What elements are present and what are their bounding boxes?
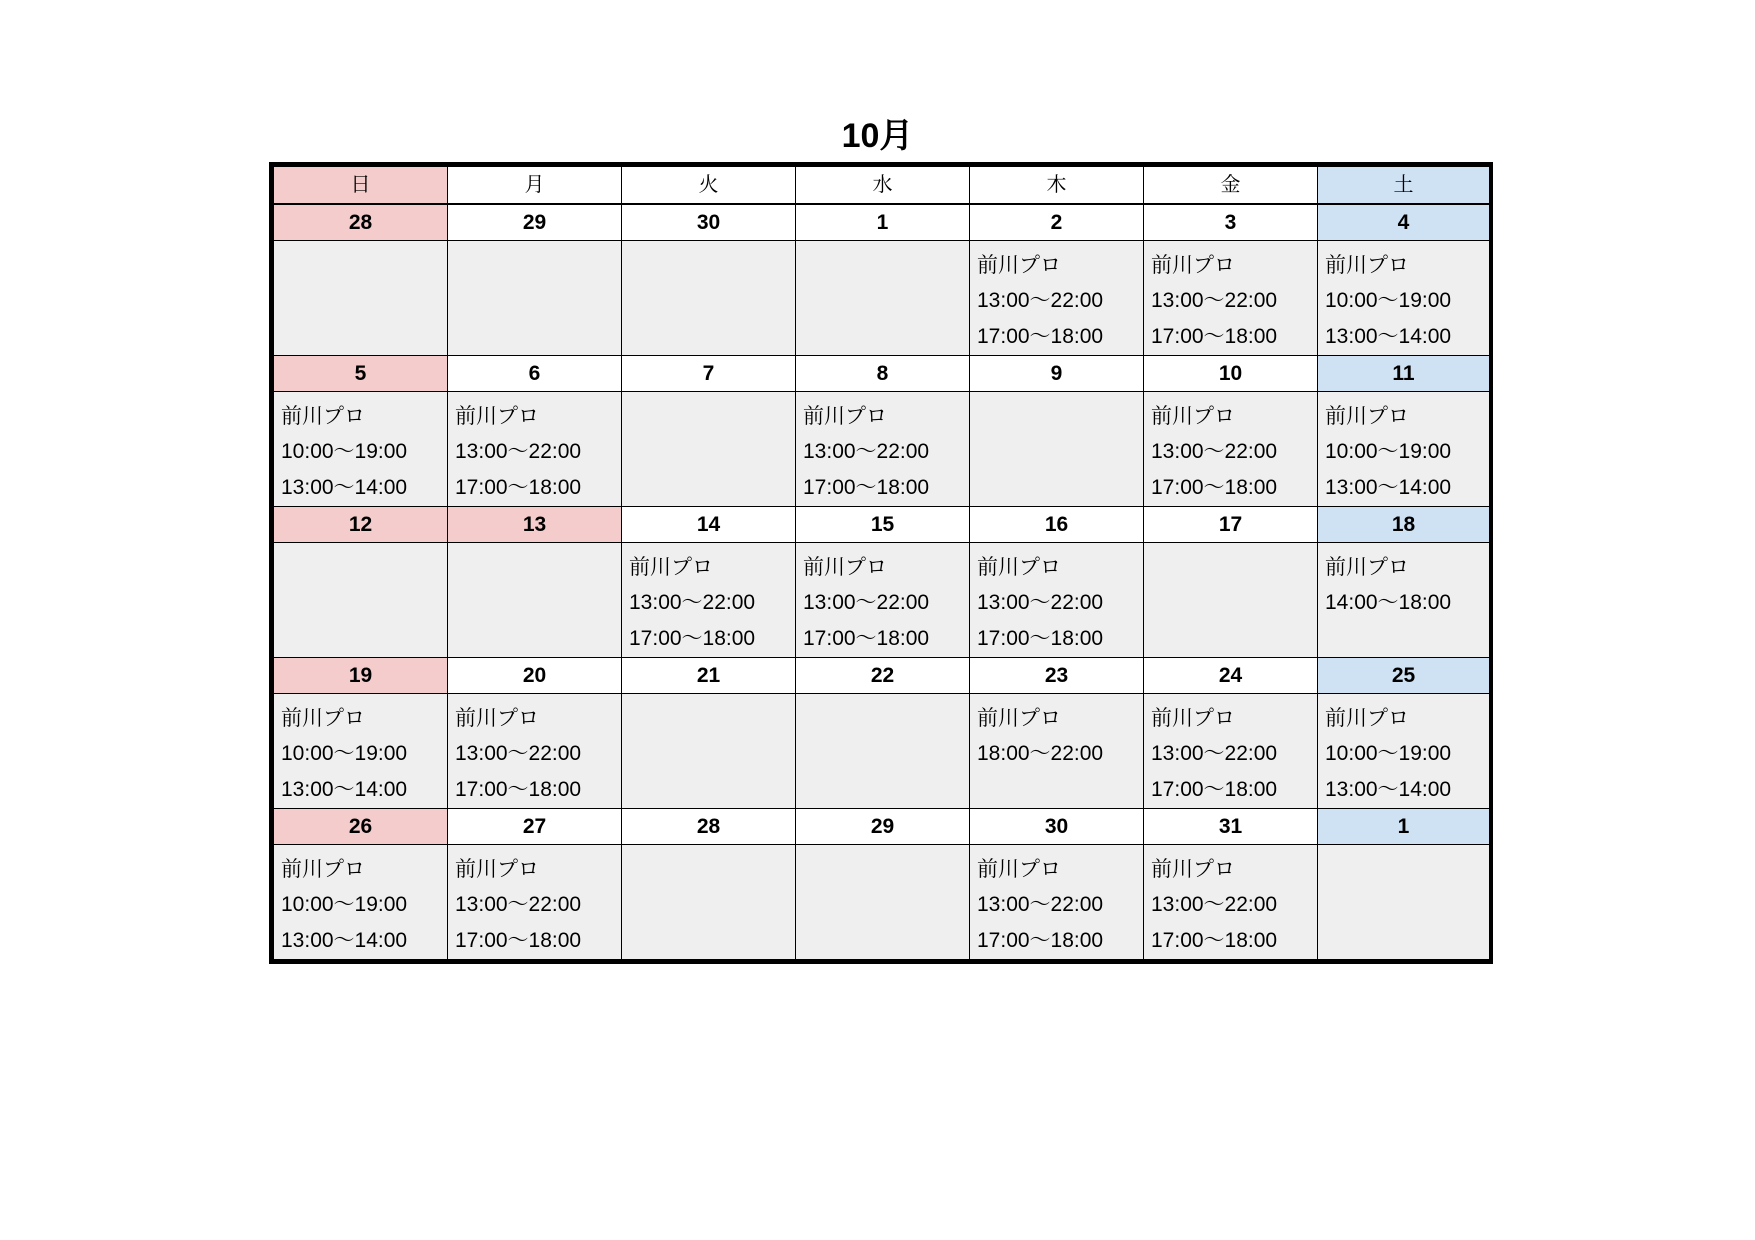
date-number: 25 bbox=[1318, 657, 1490, 693]
event-time: 13:00～22:00 bbox=[977, 892, 1104, 916]
weekday-header-row bbox=[274, 167, 1490, 204]
weekday-header: 土 bbox=[1318, 167, 1490, 204]
date-number: 15 bbox=[796, 506, 970, 542]
event-cell bbox=[448, 542, 622, 657]
event-time: 13:00～22:00 bbox=[977, 590, 1104, 614]
event-name: 前川プロ bbox=[1151, 705, 1235, 730]
date-row bbox=[274, 506, 1490, 542]
date-number: 14 bbox=[622, 506, 796, 542]
event-time: 13:00～22:00 bbox=[455, 439, 582, 463]
event-cell bbox=[1318, 542, 1490, 657]
event-cell bbox=[274, 391, 448, 506]
event-name: 前川プロ bbox=[455, 856, 539, 881]
date-number: 9 bbox=[970, 355, 1144, 391]
event-name: 前川プロ bbox=[977, 554, 1061, 579]
event-name: 前川プロ bbox=[1151, 403, 1235, 428]
event-row bbox=[274, 391, 1490, 506]
date-number: 23 bbox=[970, 657, 1144, 693]
event-time: 13:00～22:00 bbox=[977, 288, 1104, 312]
event-cell bbox=[448, 844, 622, 959]
event-name: 前川プロ bbox=[455, 705, 539, 730]
weekday-header: 月 bbox=[448, 167, 622, 204]
event-time: 13:00～14:00 bbox=[281, 777, 408, 801]
event-cell bbox=[796, 693, 970, 808]
date-number: 10 bbox=[1144, 355, 1318, 391]
event-cell bbox=[970, 693, 1144, 808]
page-title: 10月 bbox=[841, 117, 914, 155]
event-cell bbox=[796, 844, 970, 959]
event-name: 前川プロ bbox=[629, 554, 713, 579]
date-number: 22 bbox=[796, 657, 970, 693]
date-number: 12 bbox=[274, 506, 448, 542]
calendar bbox=[269, 162, 1493, 964]
weekday-header: 火 bbox=[622, 167, 796, 204]
event-time: 10:00～19:00 bbox=[1325, 741, 1452, 765]
event-name: 前川プロ bbox=[1325, 403, 1409, 428]
event-time: 13:00～14:00 bbox=[281, 928, 408, 952]
event-time: 10:00～19:00 bbox=[1325, 439, 1452, 463]
event-cell bbox=[796, 240, 970, 355]
event-name: 前川プロ bbox=[977, 705, 1061, 730]
event-cell bbox=[1144, 391, 1318, 506]
event-row bbox=[274, 693, 1490, 808]
event-time: 13:00～14:00 bbox=[1325, 777, 1452, 801]
date-number: 30 bbox=[622, 204, 796, 241]
event-time: 13:00～22:00 bbox=[1151, 288, 1278, 312]
event-time: 13:00～22:00 bbox=[803, 590, 930, 614]
event-time: 13:00～22:00 bbox=[455, 741, 582, 765]
date-number: 1 bbox=[1318, 808, 1490, 844]
event-cell bbox=[1318, 240, 1490, 355]
event-time: 10:00～19:00 bbox=[281, 439, 408, 463]
date-number: 29 bbox=[448, 204, 622, 241]
date-number: 1 bbox=[796, 204, 970, 241]
date-row bbox=[274, 808, 1490, 844]
event-time: 10:00～19:00 bbox=[281, 741, 408, 765]
date-number: 21 bbox=[622, 657, 796, 693]
date-number: 24 bbox=[1144, 657, 1318, 693]
event-cell bbox=[448, 693, 622, 808]
event-cell bbox=[1144, 844, 1318, 959]
date-row bbox=[274, 355, 1490, 391]
event-cell bbox=[1318, 391, 1490, 506]
event-cell bbox=[274, 844, 448, 959]
weekday-header: 金 bbox=[1144, 167, 1318, 204]
date-number: 28 bbox=[622, 808, 796, 844]
event-cell bbox=[1144, 542, 1318, 657]
event-name: 前川プロ bbox=[281, 705, 365, 730]
event-time: 17:00～18:00 bbox=[1151, 475, 1278, 499]
date-number: 11 bbox=[1318, 355, 1490, 391]
date-number: 31 bbox=[1144, 808, 1318, 844]
calendar-grid bbox=[273, 166, 1490, 960]
event-time: 13:00～22:00 bbox=[1151, 741, 1278, 765]
event-time: 13:00～22:00 bbox=[629, 590, 756, 614]
event-time: 10:00～19:00 bbox=[1325, 288, 1452, 312]
event-time: 13:00～14:00 bbox=[281, 475, 408, 499]
event-cell bbox=[622, 240, 796, 355]
event-name: 前川プロ bbox=[281, 403, 365, 428]
date-number: 16 bbox=[970, 506, 1144, 542]
event-name: 前川プロ bbox=[803, 403, 887, 428]
date-number: 8 bbox=[796, 355, 970, 391]
event-cell bbox=[1318, 693, 1490, 808]
date-number: 28 bbox=[274, 204, 448, 241]
event-time: 17:00～18:00 bbox=[455, 475, 582, 499]
event-cell bbox=[970, 844, 1144, 959]
event-time: 13:00～22:00 bbox=[1151, 892, 1278, 916]
weekday-header: 日 bbox=[274, 167, 448, 204]
event-time: 13:00～14:00 bbox=[1325, 324, 1452, 348]
event-time: 14:00～18:00 bbox=[1325, 590, 1452, 614]
event-time: 17:00～18:00 bbox=[455, 928, 582, 952]
event-cell bbox=[1144, 693, 1318, 808]
event-time: 17:00～18:00 bbox=[455, 777, 582, 801]
date-number: 4 bbox=[1318, 204, 1490, 241]
event-time: 17:00～18:00 bbox=[1151, 324, 1278, 348]
event-time: 17:00～18:00 bbox=[977, 324, 1104, 348]
date-number: 20 bbox=[448, 657, 622, 693]
event-name: 前川プロ bbox=[281, 856, 365, 881]
event-name: 前川プロ bbox=[1325, 252, 1409, 277]
event-time: 13:00～22:00 bbox=[455, 892, 582, 916]
event-time: 13:00～14:00 bbox=[1325, 475, 1452, 499]
date-number: 6 bbox=[448, 355, 622, 391]
event-cell bbox=[448, 240, 622, 355]
date-number: 26 bbox=[274, 808, 448, 844]
event-time: 10:00～19:00 bbox=[281, 892, 408, 916]
date-number: 7 bbox=[622, 355, 796, 391]
date-number: 2 bbox=[970, 204, 1144, 241]
date-number: 13 bbox=[448, 506, 622, 542]
event-time: 17:00～18:00 bbox=[803, 626, 930, 650]
event-time: 18:00～22:00 bbox=[977, 741, 1104, 765]
event-time: 17:00～18:00 bbox=[1151, 777, 1278, 801]
weekday-header: 木 bbox=[970, 167, 1144, 204]
event-time: 17:00～18:00 bbox=[977, 626, 1104, 650]
event-row bbox=[274, 240, 1490, 355]
date-number: 18 bbox=[1318, 506, 1490, 542]
event-cell bbox=[622, 844, 796, 959]
event-time: 17:00～18:00 bbox=[629, 626, 756, 650]
event-cell bbox=[796, 542, 970, 657]
event-name: 前川プロ bbox=[455, 403, 539, 428]
event-cell bbox=[622, 542, 796, 657]
event-row bbox=[274, 542, 1490, 657]
date-number: 29 bbox=[796, 808, 970, 844]
event-cell bbox=[970, 240, 1144, 355]
event-time: 13:00～22:00 bbox=[1151, 439, 1278, 463]
date-number: 5 bbox=[274, 355, 448, 391]
event-cell bbox=[1318, 844, 1490, 959]
event-name: 前川プロ bbox=[1325, 554, 1409, 579]
event-name: 前川プロ bbox=[977, 856, 1061, 881]
event-time: 17:00～18:00 bbox=[803, 475, 930, 499]
date-number: 30 bbox=[970, 808, 1144, 844]
event-cell bbox=[622, 391, 796, 506]
event-row bbox=[274, 844, 1490, 959]
event-name: 前川プロ bbox=[1151, 252, 1235, 277]
date-row bbox=[274, 204, 1490, 241]
event-time: 13:00～22:00 bbox=[803, 439, 930, 463]
event-cell bbox=[448, 391, 622, 506]
event-cell bbox=[274, 542, 448, 657]
event-cell bbox=[622, 693, 796, 808]
event-cell bbox=[274, 240, 448, 355]
date-number: 3 bbox=[1144, 204, 1318, 241]
date-number: 19 bbox=[274, 657, 448, 693]
event-cell bbox=[970, 391, 1144, 506]
event-cell bbox=[970, 542, 1144, 657]
event-name: 前川プロ bbox=[1325, 705, 1409, 730]
date-number: 27 bbox=[448, 808, 622, 844]
date-number: 17 bbox=[1144, 506, 1318, 542]
event-name: 前川プロ bbox=[1151, 856, 1235, 881]
event-cell bbox=[274, 693, 448, 808]
weekday-header: 水 bbox=[796, 167, 970, 204]
event-time: 17:00～18:00 bbox=[1151, 928, 1278, 952]
event-name: 前川プロ bbox=[977, 252, 1061, 277]
event-time: 17:00～18:00 bbox=[977, 928, 1104, 952]
event-cell bbox=[796, 391, 970, 506]
date-row bbox=[274, 657, 1490, 693]
event-name: 前川プロ bbox=[803, 554, 887, 579]
event-cell bbox=[1144, 240, 1318, 355]
